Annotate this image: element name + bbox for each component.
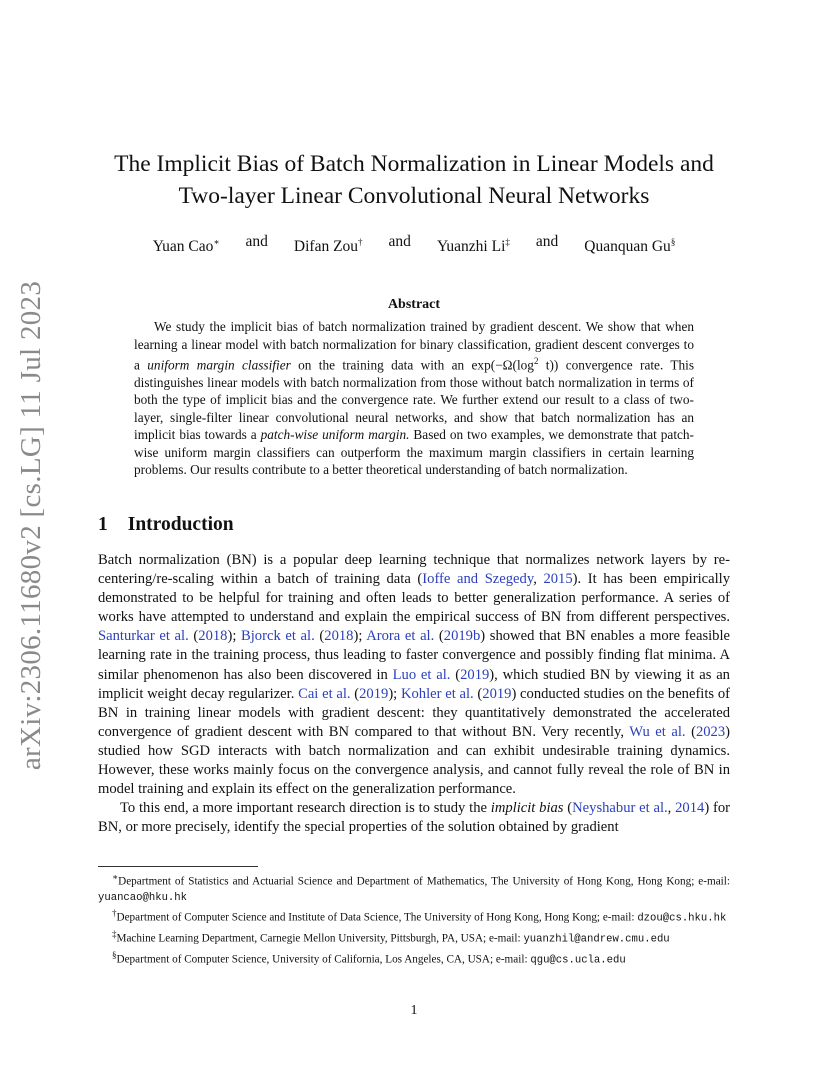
abstract-emphasis: patch-wise uniform margin. <box>260 427 410 443</box>
author-1 <box>153 232 220 257</box>
citation-link[interactable]: Neyshabur et al. <box>572 800 668 817</box>
footnote-divider <box>98 866 258 867</box>
citation-link[interactable]: 2014 <box>675 800 705 817</box>
arxiv-identifier: arXiv:2306.11680v2 [cs.LG] 11 Jul 2023 <box>15 280 48 771</box>
footnote-text: Department of Computer Science and Institute of Data Science, The University of Hong Kong, Hong Kong; e-mail: <box>116 912 638 925</box>
body-text: ). It has been empirically demonstrated to be helpful for training and often leads to better generalization performance. A series of works have attempted to understand and explain the empirical success of BN from different perspectives. <box>98 571 730 626</box>
introduction-body <box>98 551 730 837</box>
footnote-2 <box>98 906 730 927</box>
author-2 <box>294 232 363 257</box>
citation-link[interactable]: Cai et al. <box>298 685 351 702</box>
paragraph-1: Batch normalization (BN) is a popular deep learning technique that normalizes network layers by re-centering/re-scaling within a batch of training data (Ioffe and Szegedy, 2015). It has been empirically demonstrated to be helpful for training and often leads to better generalization performance. A series of works have attempted to understand and explain the empirical success of BN from different perspectives. Santurkar et al. (2018); Bjorck et al. (2018); Arora et al. (2019b) showed that BN enables a more feasible learning rate in the training process, thus leading to faster convergence and possibly finding flat minima. A similar phenomenon has also been discovered in Luo et al. (2019), which studied BN by viewing it as an implicit weight decay regularizer. Cai et al. (2019); Kohler et al. (2019) conducted studies on the benefits of BN in training linear models with gradient descent: they quantitatively demonstrated the accelerated convergence of gradient descent with BN compared to that without BN. Very recently, Wu et al. (2023) studied how SGD interacts with batch normalization and can exhibit undesirable training dynamics. However, these works mainly focus on the convergence analysis, and cannot fully reveal the role of BN in model training and explain its effect on the generalization performance. <box>98 552 731 798</box>
footnote-mark: ‡ <box>112 929 117 940</box>
citation-link[interactable]: Ioffe and Szegedy <box>422 571 534 588</box>
body-emphasis: implicit bias <box>490 800 564 817</box>
author-3-name: Yuanzhi Li <box>436 238 506 256</box>
footnote-text: Machine Learning Department, Carnegie Mellon University, Pittsburgh, PA, USA; e-mail: <box>116 933 524 946</box>
paper-title <box>60 148 768 212</box>
body-text: showed that BN enables a more feasible learning rate in the training process, thus leading to faster convergence and possibly finding flat minima. A similar phenomenon has also been discovered in <box>98 628 731 683</box>
footnote-text: Department of Statistics and Actuarial Science and Department of Mathematics, The University of Hong Kong, Hong Kong; e-mail: <box>118 875 730 888</box>
body-text: conducted studies on the benefits of BN in training linear models with gradient descent: they quantitatively demonstrated the accelerated convergence of gradient descent with BN compared to that without BN. Very recently, <box>98 685 730 740</box>
email-address[interactable]: dzou@cs.hku.hk <box>637 913 727 926</box>
footnote-text: Department of Computer Science, University of California, Los Angeles, CA, USA; e-mail: <box>116 954 531 967</box>
abstract-text: Based on two examples, we demonstrate that patch-wise uniform margin classifiers can outperform the maximum margin classifiers in certain learning problems. Our results contribute to a better theoretical understanding of batch normalization. <box>134 427 694 478</box>
email-address[interactable]: qgu@cs.ucla.edu <box>530 955 626 968</box>
author-2-mark: † <box>358 237 363 247</box>
body-text: , which studied BN by viewing it as an implicit weight decay regularizer. <box>98 666 730 702</box>
body-text: To this end, a more important research direction is to study the <box>120 800 491 817</box>
footnote-mark: § <box>112 950 117 961</box>
abstract-text: on the training data with an exp(−Ω(log <box>290 357 534 373</box>
citation-link[interactable]: 2019 <box>482 685 512 702</box>
citation-link[interactable]: Wu et al. <box>629 723 686 740</box>
footnote-mark: ∗ <box>112 872 119 882</box>
paragraph-2: To this end, a more important research direction is to study the implicit bias (Neyshabur et al., 2014) for BN, or more precisely, identify the special properties of the solution obtained by gradient <box>98 800 730 836</box>
author-4-name: Quanquan Gu <box>584 238 671 256</box>
citation-link[interactable]: Kohler et al. <box>400 685 474 702</box>
author-1-mark: ∗ <box>213 237 220 247</box>
body-text: studied how SGD interacts with batch normalization and can exhibit undesirable training dynamics. However, these works mainly focus on the convergence analysis, and cannot fully reveal the role of BN in model training and explain its effect on the generalization performance. <box>98 742 730 798</box>
author-separator: and <box>388 233 411 250</box>
body-text: for BN, or more precisely, identify the special properties of the solution obtained by gradient <box>98 800 730 836</box>
citation-link[interactable]: 2019b <box>443 628 481 645</box>
page-number: 1 <box>410 1003 418 1018</box>
citation-link[interactable]: Santurkar et al. <box>98 628 189 645</box>
email-address[interactable]: yuanzhil@andrew.cmu.edu <box>523 934 670 947</box>
section-heading <box>98 514 234 536</box>
section-number: 1 <box>98 514 108 535</box>
citation-link[interactable]: Arora et al. <box>366 628 435 645</box>
citation-link[interactable]: Luo et al. <box>392 666 451 683</box>
arxiv-sidebar <box>6 280 58 771</box>
author-2-name: Difan Zou <box>293 238 359 256</box>
abstract-body <box>134 318 694 479</box>
citation-link[interactable]: 2019 <box>359 685 389 702</box>
email-address[interactable]: yuancao@hku.hk <box>98 892 188 905</box>
author-4 <box>584 232 675 257</box>
title-line-2: Two-layer Linear Convolutional Neural Networks <box>178 183 650 209</box>
citation-link[interactable]: 2018 <box>198 628 228 645</box>
author-4-mark: § <box>670 237 676 247</box>
citation-link[interactable]: 2015 <box>543 571 573 588</box>
citation-link[interactable]: 2018 <box>324 628 354 645</box>
author-separator: and <box>245 233 268 250</box>
author-3-mark: ‡ <box>505 237 510 247</box>
section-title: Introduction <box>127 514 234 535</box>
citation-link[interactable]: Bjorck et al. <box>241 628 315 645</box>
author-separator: and <box>535 233 559 250</box>
author-1-name: Yuan Cao <box>152 238 214 256</box>
abstract-emphasis: uniform margin classifier <box>147 357 291 373</box>
footnote-4 <box>98 948 730 969</box>
abstract-heading: Abstract <box>387 297 441 312</box>
title-line-1: The Implicit Bias of Batch Normalization in Linear Models and <box>114 151 714 177</box>
citation-link[interactable]: 2023 <box>695 723 726 740</box>
footnote-3 <box>98 927 730 948</box>
body-text: Batch normalization (BN) is a popular deep learning technique that normalizes network layers by re-centering/re-scaling within a batch of training data ( <box>98 552 730 588</box>
abstract-text: We study the implicit bias of batch normalization trained by gradient descent. We show that when learning a linear model with batch normalization for binary classification, gradient descent converges to a <box>134 319 694 373</box>
footnotes <box>98 870 730 969</box>
author-3 <box>437 232 510 257</box>
citation-link[interactable]: 2019 <box>460 666 490 683</box>
footnote-mark: † <box>112 908 117 919</box>
footnote-1 <box>98 870 730 906</box>
abstract-superscript: 2 <box>533 356 539 366</box>
abstract-text: t)) convergence rate. This distinguishes linear models with batch normalization from those without batch normalization in terms of both the type of implicit bias and the convergence rate. We further extend our result to a class of two-layer, single-filter linear convolutional neural networks, and show that batch normalization has an implicit bias towards a <box>134 357 695 443</box>
author-list <box>100 232 728 257</box>
